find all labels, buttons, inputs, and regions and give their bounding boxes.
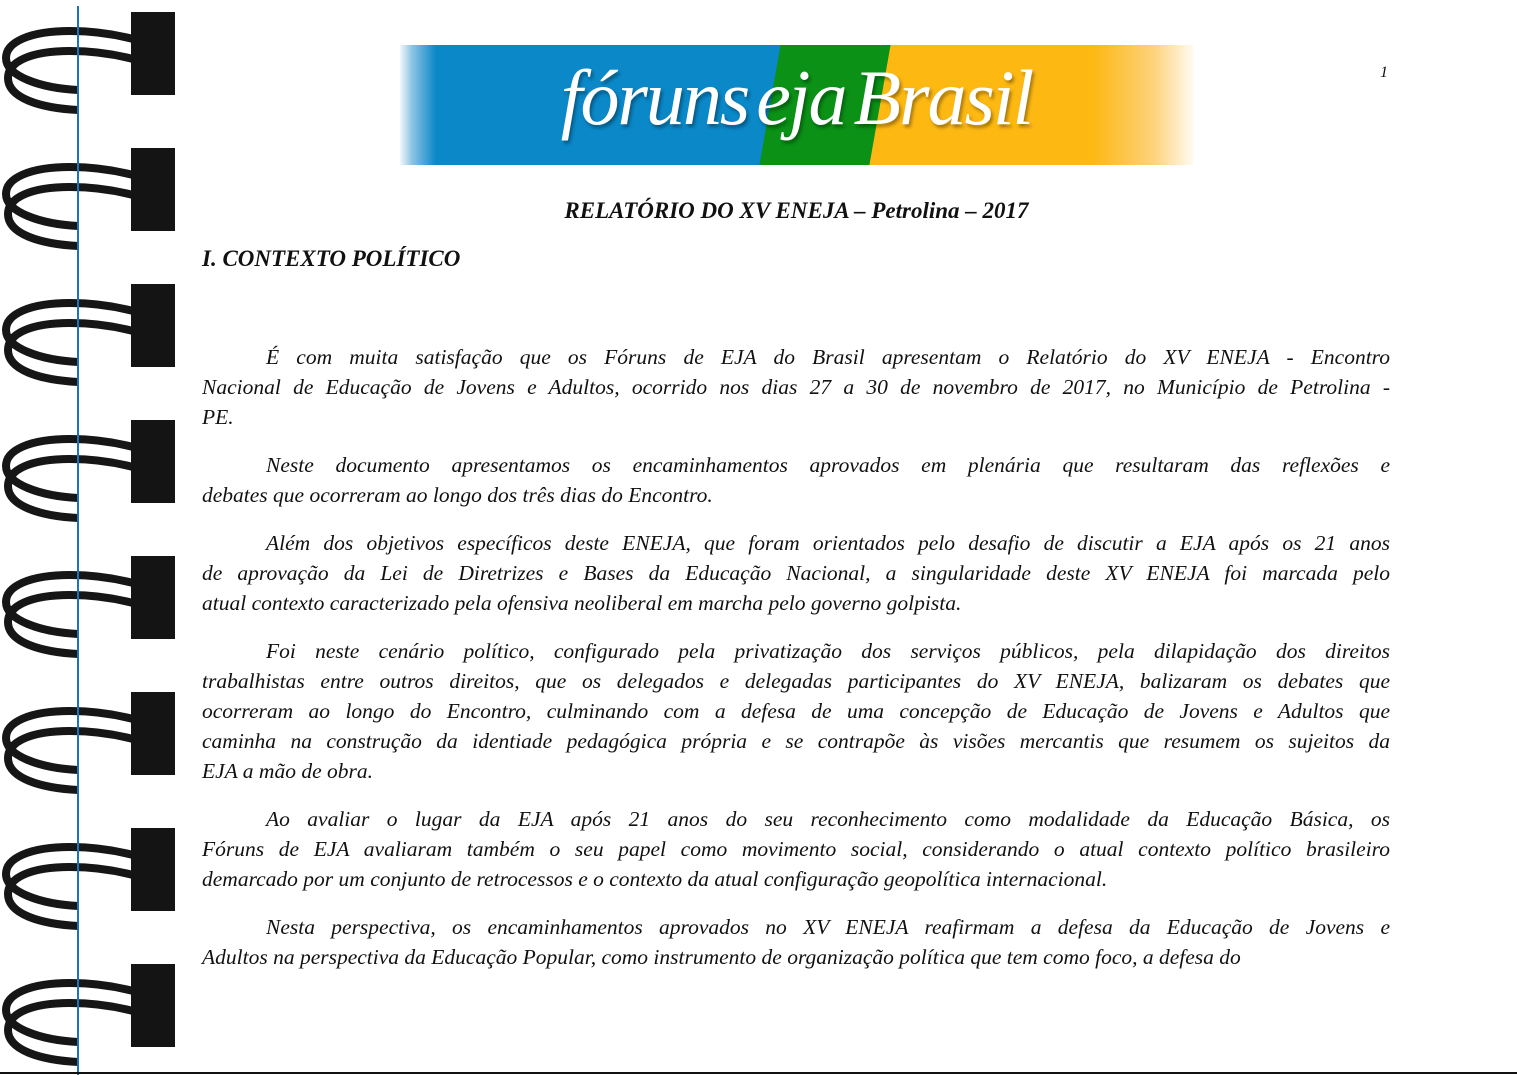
- paragraph-line: PE.: [202, 405, 234, 429]
- paragraph-line: atual contexto caracterizado pela ofensiva neoliberal em marcha pelo governo golpista.: [202, 591, 962, 615]
- spiral-ring-icon: [0, 550, 180, 660]
- logo-word: Brasil: [853, 54, 1033, 141]
- paragraph-line: debates que ocorreram ao longo dos três dias do Encontro.: [202, 483, 713, 507]
- document-title: RELATÓRIO DO XV ENEJA – Petrolina – 2017: [564, 198, 1029, 223]
- paragraph: [202, 804, 1390, 894]
- logo-word: fóruns: [560, 54, 749, 141]
- page-number: 1: [1380, 64, 1388, 81]
- paragraph-line: Foi neste cenário político, configurado pela privatização dos serviços públicos, pela dilapidação dos direitos: [266, 639, 1390, 663]
- paragraph-line: demarcado por um conjunto de retrocessos e o contexto da atual configuração geopolítica internacional.: [202, 867, 1108, 891]
- spiral-ring-icon: [0, 686, 180, 796]
- paragraph-line: de aprovação da Lei de Diretrizes e Bases da Educação Nacional, a singularidade deste XV ENEJA foi marcada pelo: [202, 561, 1390, 585]
- spiral-ring-icon: [0, 822, 180, 932]
- paragraph: [202, 528, 1390, 618]
- document-body: [202, 342, 1390, 990]
- paragraph: [202, 342, 1390, 432]
- paragraph-line: Fóruns de EJA avaliaram também o seu papel como movimento social, considerando o atual contexto político brasileiro: [202, 837, 1390, 861]
- spiral-binding: [0, 0, 200, 1075]
- paragraph-line: ocorreram ao longo do Encontro, culminando com a defesa de uma concepção de Educação de Jovens e Adultos que: [202, 699, 1390, 723]
- paragraph-line: caminha na construção da identiade pedagógica própria e se contrapõe às visões mercantis que resumem os sujeitos da: [202, 729, 1390, 753]
- binder-margin-line: [77, 6, 79, 1075]
- paragraph-line: É com muita satisfação que os Fóruns de EJA do Brasil apresentam o Relatório do XV ENEJA - Encontro: [266, 345, 1390, 369]
- page-bottom-border: [0, 1072, 1517, 1074]
- paragraph-line: Adultos na perspectiva da Educação Popular, como instrumento de organização política que tem como foco, a defesa do: [202, 945, 1241, 969]
- paragraph-line: Neste documento apresentamos os encaminhamentos aprovados em plenária que resultaram das reflexões e: [266, 453, 1390, 477]
- foruns-eja-brasil-logo: [400, 45, 1193, 165]
- paragraph-line: EJA a mão de obra.: [202, 759, 373, 783]
- spiral-ring-icon: [0, 278, 180, 388]
- paragraph: [202, 450, 1390, 510]
- paragraph: [202, 636, 1390, 786]
- paragraph-line: Ao avaliar o lugar da EJA após 21 anos do seu reconhecimento como modalidade da Educação Básica, os: [266, 807, 1390, 831]
- paragraph-line: trabalhistas entre outros direitos, que os delegados e delegadas participantes do XV ENEJA, balizaram os debates que: [202, 669, 1390, 693]
- paragraph-line: Nacional de Educação de Jovens e Adultos, ocorrido nos dias 27 a 30 de novembro de 2017, no Município de Petrolina -: [202, 375, 1390, 399]
- logo-text: [400, 53, 1193, 143]
- spiral-ring-icon: [0, 958, 180, 1068]
- paragraph-line: Nesta perspectiva, os encaminhamentos aprovados no XV ENEJA reafirmam a defesa da Educação de Jovens e: [266, 915, 1390, 939]
- paragraph: [202, 912, 1390, 972]
- spiral-ring-icon: [0, 414, 180, 524]
- spiral-ring-icon: [0, 142, 180, 252]
- paragraph-line: Além dos objetivos específicos deste ENEJA, que foram orientados pelo desafio de discutir a EJA após os 21 anos: [266, 531, 1390, 555]
- logo-word: eja: [756, 54, 846, 141]
- spiral-ring-icon: [0, 6, 180, 116]
- section-heading: I. CONTEXTO POLÍTICO: [202, 246, 461, 271]
